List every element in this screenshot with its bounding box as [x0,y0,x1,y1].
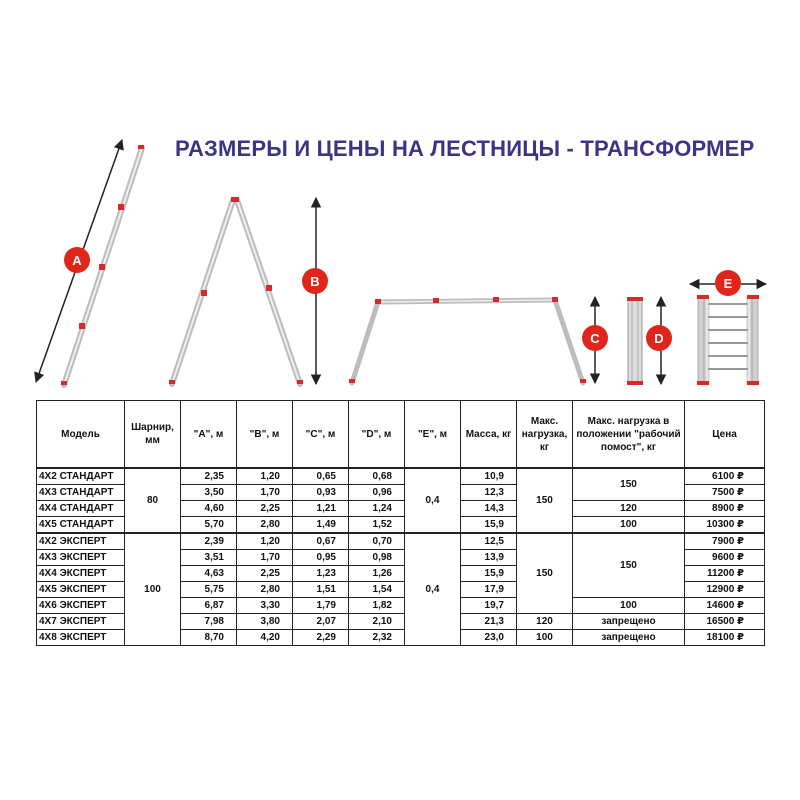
c-cell: 1,79 [293,598,349,614]
platform-load-cell: 120 [573,501,685,517]
ladder-front-view-illustration [697,295,759,385]
model-cell: 4X2 ЭКСПЕРТ [37,533,125,550]
svg-text:B: B [310,274,320,289]
page-title: РАЗМЕРЫ И ЦЕНЫ НА ЛЕСТНИЦЫ - ТРАНСФОРМЕР [175,136,755,161]
label-d-badge [646,325,672,351]
spec-price-table [36,400,765,646]
b-cell: 1,70 [237,485,293,501]
mass-cell: 10,9 [461,468,517,485]
price-cell: 7500 ₽ [685,485,765,501]
model-cell: 4X6 ЭКСПЕРТ [37,598,125,614]
a-cell: 6,87 [181,598,237,614]
model-cell: 4X4 ЭКСПЕРТ [37,566,125,582]
a-cell: 3,50 [181,485,237,501]
c-cell: 0,65 [293,468,349,485]
hinge-cell: 80 [125,468,181,533]
b-cell: 2,80 [237,517,293,534]
d-cell: 1,52 [349,517,405,534]
a-cell: 4,63 [181,566,237,582]
d-cell: 0,98 [349,550,405,566]
b-cell: 2,25 [237,501,293,517]
header-price: Цена [685,401,765,469]
table-row [37,533,765,550]
mass-cell: 12,5 [461,533,517,550]
c-cell: 2,07 [293,614,349,630]
price-cell: 16500 ₽ [685,614,765,630]
header-c: "C", м [293,401,349,469]
platform-load-cell: запрещено [573,630,685,646]
header-b: "B", м [237,401,293,469]
b-cell: 3,30 [237,598,293,614]
c-cell: 1,51 [293,582,349,598]
max-load-cell: 150 [517,468,573,533]
table-row [37,468,765,485]
svg-text:D: D [654,331,664,346]
svg-text:A: A [72,253,82,268]
svg-text:C: C [590,331,600,346]
header-max-load: Макс. нагрузка, кг [517,401,573,469]
model-cell: 4X5 ЭКСПЕРТ [37,582,125,598]
c-cell: 1,49 [293,517,349,534]
a-cell: 8,70 [181,630,237,646]
ladder-a-frame-illustration [169,197,303,384]
a-cell: 7,98 [181,614,237,630]
mass-cell: 19,7 [461,598,517,614]
model-cell: 4X3 СТАНДАРТ [37,485,125,501]
label-c-badge [582,325,608,351]
d-cell: 1,82 [349,598,405,614]
platform-load-cell: 150 [573,468,685,501]
mass-cell: 12,3 [461,485,517,501]
mass-cell: 15,9 [461,566,517,582]
ladder-folded-illustration [627,297,643,385]
header-hinge: Шарнир, мм [125,401,181,469]
model-cell: 4X7 ЭКСПЕРТ [37,614,125,630]
platform-load-cell: 150 [573,533,685,598]
price-cell: 9600 ₽ [685,550,765,566]
model-cell: 4X2 СТАНДАРТ [37,468,125,485]
b-cell: 1,20 [237,468,293,485]
mass-cell: 17,9 [461,582,517,598]
mass-cell: 13,9 [461,550,517,566]
label-e-badge [715,270,741,296]
model-cell: 4X3 ЭКСПЕРТ [37,550,125,566]
label-b-badge [302,268,328,294]
price-cell: 14600 ₽ [685,598,765,614]
mass-cell: 14,3 [461,501,517,517]
mass-cell: 15,9 [461,517,517,534]
c-cell: 1,23 [293,566,349,582]
a-cell: 5,75 [181,582,237,598]
label-a-badge [64,247,90,273]
c-cell: 0,95 [293,550,349,566]
svg-text:E: E [723,276,733,291]
platform-load-cell: 100 [573,598,685,614]
d-cell: 2,10 [349,614,405,630]
platform-load-cell: 100 [573,517,685,534]
a-cell: 4,60 [181,501,237,517]
model-cell: 4X8 ЭКСПЕРТ [37,630,125,646]
header-model: Модель [37,401,125,469]
price-cell: 6100 ₽ [685,468,765,485]
b-cell: 3,80 [237,614,293,630]
e-cell: 0,4 [405,533,461,646]
model-cell: 4X5 СТАНДАРТ [37,517,125,534]
d-cell: 0,70 [349,533,405,550]
price-cell: 12900 ₽ [685,582,765,598]
c-cell: 0,93 [293,485,349,501]
c-cell: 0,67 [293,533,349,550]
ladder-platform-illustration [349,297,586,383]
header-e: "E", м [405,401,461,469]
header-platform-load: Макс. нагрузка в положении "рабочий помост", кг [573,401,685,469]
d-cell: 2,32 [349,630,405,646]
b-cell: 2,80 [237,582,293,598]
price-cell: 7900 ₽ [685,533,765,550]
d-cell: 1,24 [349,501,405,517]
price-cell: 10300 ₽ [685,517,765,534]
b-cell: 2,25 [237,566,293,582]
model-cell: 4X4 СТАНДАРТ [37,501,125,517]
a-cell: 3,51 [181,550,237,566]
mass-cell: 23,0 [461,630,517,646]
header-a: "A", м [181,401,237,469]
header-d: "D", м [349,401,405,469]
c-cell: 1,21 [293,501,349,517]
price-cell: 8900 ₽ [685,501,765,517]
max-load-cell: 100 [517,630,573,646]
b-cell: 1,20 [237,533,293,550]
price-cell: 11200 ₽ [685,566,765,582]
a-cell: 2,39 [181,533,237,550]
max-load-cell: 120 [517,614,573,630]
platform-load-cell: запрещено [573,614,685,630]
d-cell: 0,96 [349,485,405,501]
b-cell: 1,70 [237,550,293,566]
d-cell: 1,26 [349,566,405,582]
b-cell: 4,20 [237,630,293,646]
d-cell: 0,68 [349,468,405,485]
max-load-cell: 150 [517,533,573,614]
header-mass: Масса, кг [461,401,517,469]
d-cell: 1,54 [349,582,405,598]
hinge-cell: 100 [125,533,181,646]
table-header-row [37,401,765,469]
e-cell: 0,4 [405,468,461,533]
c-cell: 2,29 [293,630,349,646]
a-cell: 2,35 [181,468,237,485]
a-cell: 5,70 [181,517,237,534]
mass-cell: 21,3 [461,614,517,630]
price-cell: 18100 ₽ [685,630,765,646]
